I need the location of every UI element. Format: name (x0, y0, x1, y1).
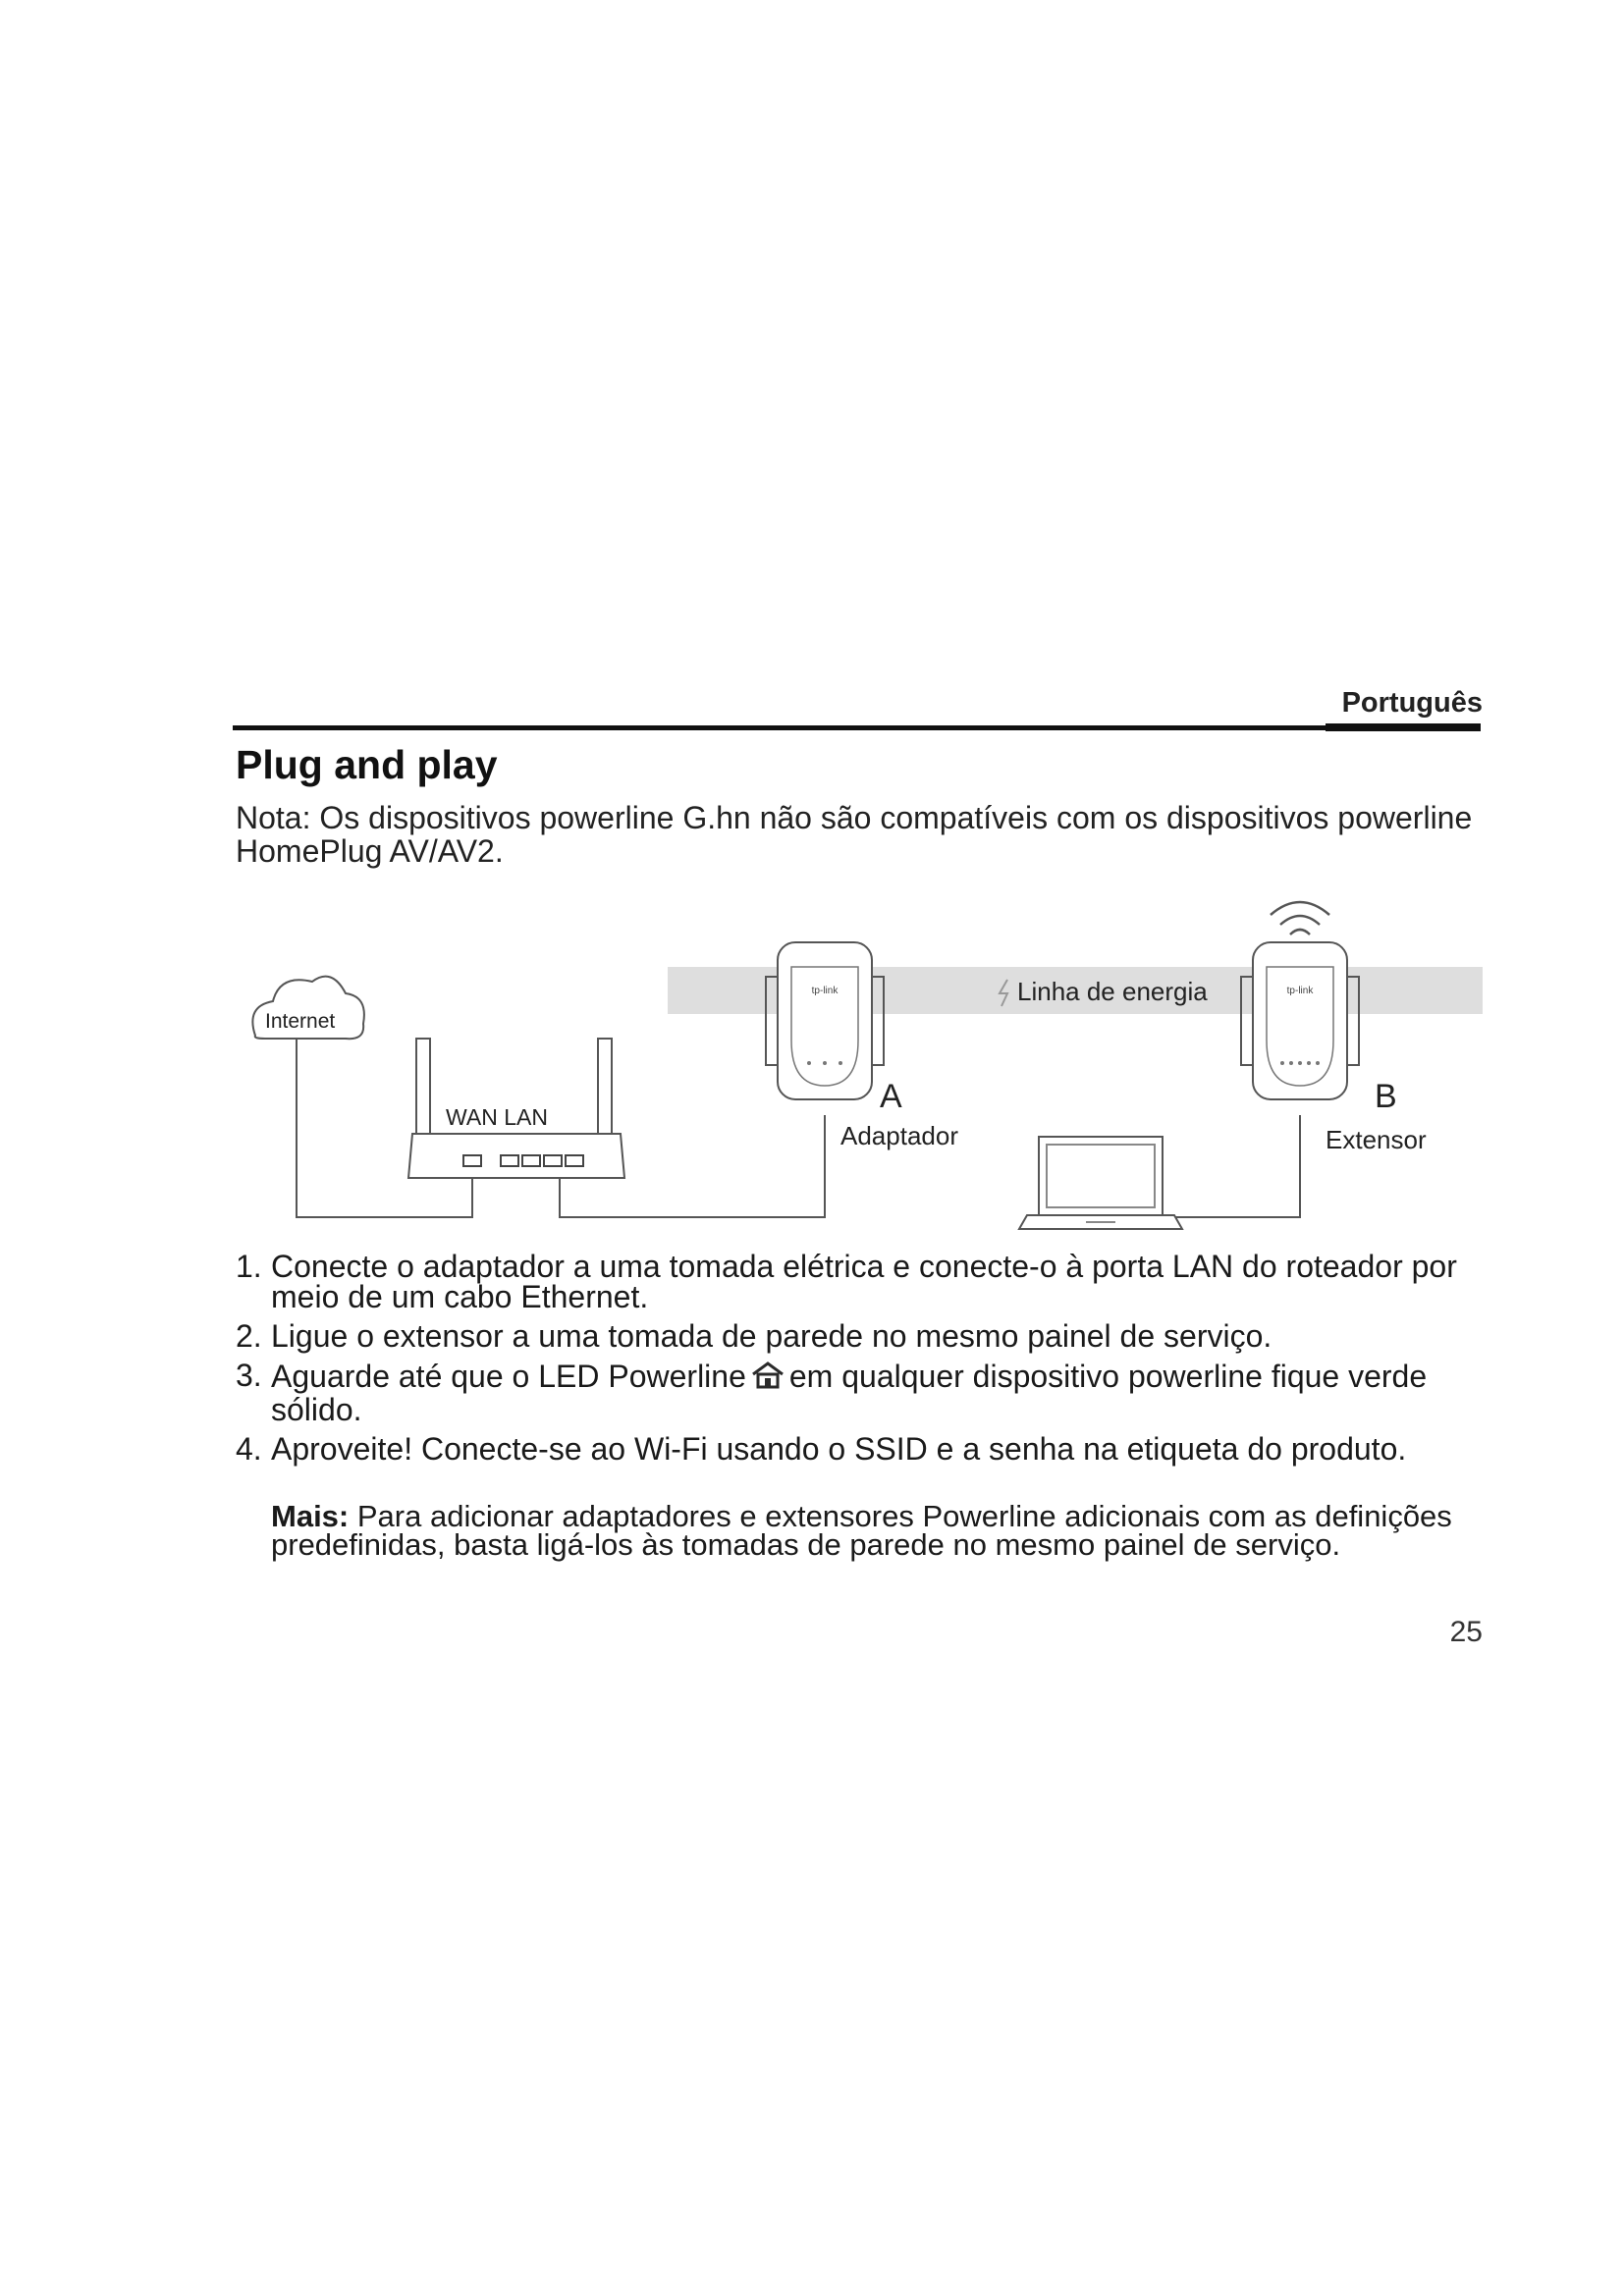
step-text: Ligue o extensor a uma tomada de parede no mesmo painel de serviço. (271, 1318, 1272, 1354)
adapter-label: Adaptador (840, 1121, 958, 1150)
extender-label: Extensor (1326, 1125, 1427, 1154)
wifi-icon (1271, 902, 1329, 934)
more-text: Para adicionar adaptadores e extensores Powerline adicionais com as definições predefinidas, basta ligá-los às tomadas de parede no mesmo painel de serviço. (271, 1499, 1452, 1562)
extender-letter: B (1375, 1078, 1397, 1115)
more-label: Mais: (271, 1499, 350, 1533)
svg-text:tp-link: tp-link (811, 986, 839, 996)
cable-extender-laptop (1164, 1115, 1300, 1217)
header-rule-accent (1326, 723, 1481, 731)
step-item (236, 1431, 1485, 1467)
router-ports-label: WAN LAN (446, 1104, 548, 1130)
step-number: 2. (236, 1318, 262, 1354)
step-number: 4. (236, 1431, 262, 1467)
router-port-group (463, 1155, 583, 1166)
internet-label: Internet (265, 1010, 336, 1033)
step-text: Conecte o adaptador a uma tomada elétrica e conecte-o à porta LAN do roteador por meio de um cabo Ethernet. (271, 1249, 1457, 1314)
page-number: 25 (1449, 1616, 1483, 1648)
compatibility-note: Nota: Os dispositivos powerline G.hn não são compatíveis com os dispositivos powerline HomePlug AV/AV2. (236, 800, 1473, 869)
adapter-letter: A (880, 1078, 902, 1115)
step-number: 3. (236, 1358, 262, 1393)
svg-text:tp-link: tp-link (1286, 986, 1314, 996)
setup-steps (236, 1249, 1485, 1473)
more-info (271, 1499, 1489, 1562)
step-text: Aproveite! Conecte-se ao Wi-Fi usando o SSID e a senha na etiqueta do produto. (271, 1431, 1407, 1467)
power-line-label: Linha de energia (1017, 977, 1208, 1006)
step-item (236, 1249, 1485, 1314)
step-text-before: Aguarde até que o LED Powerline (271, 1359, 746, 1394)
connection-diagram (236, 883, 1485, 1242)
step-item (236, 1318, 1485, 1354)
header-rule (233, 725, 1481, 730)
language-label: Português (1341, 687, 1483, 719)
step-number: 1. (236, 1249, 262, 1284)
powerline-house-icon (750, 1361, 785, 1395)
section-title: Plug and play (236, 742, 498, 787)
step-item (236, 1358, 1485, 1427)
step-text-after: em qualquer dispositivo powerline fique verde sólido. (271, 1359, 1428, 1427)
laptop-icon (1019, 1137, 1182, 1229)
